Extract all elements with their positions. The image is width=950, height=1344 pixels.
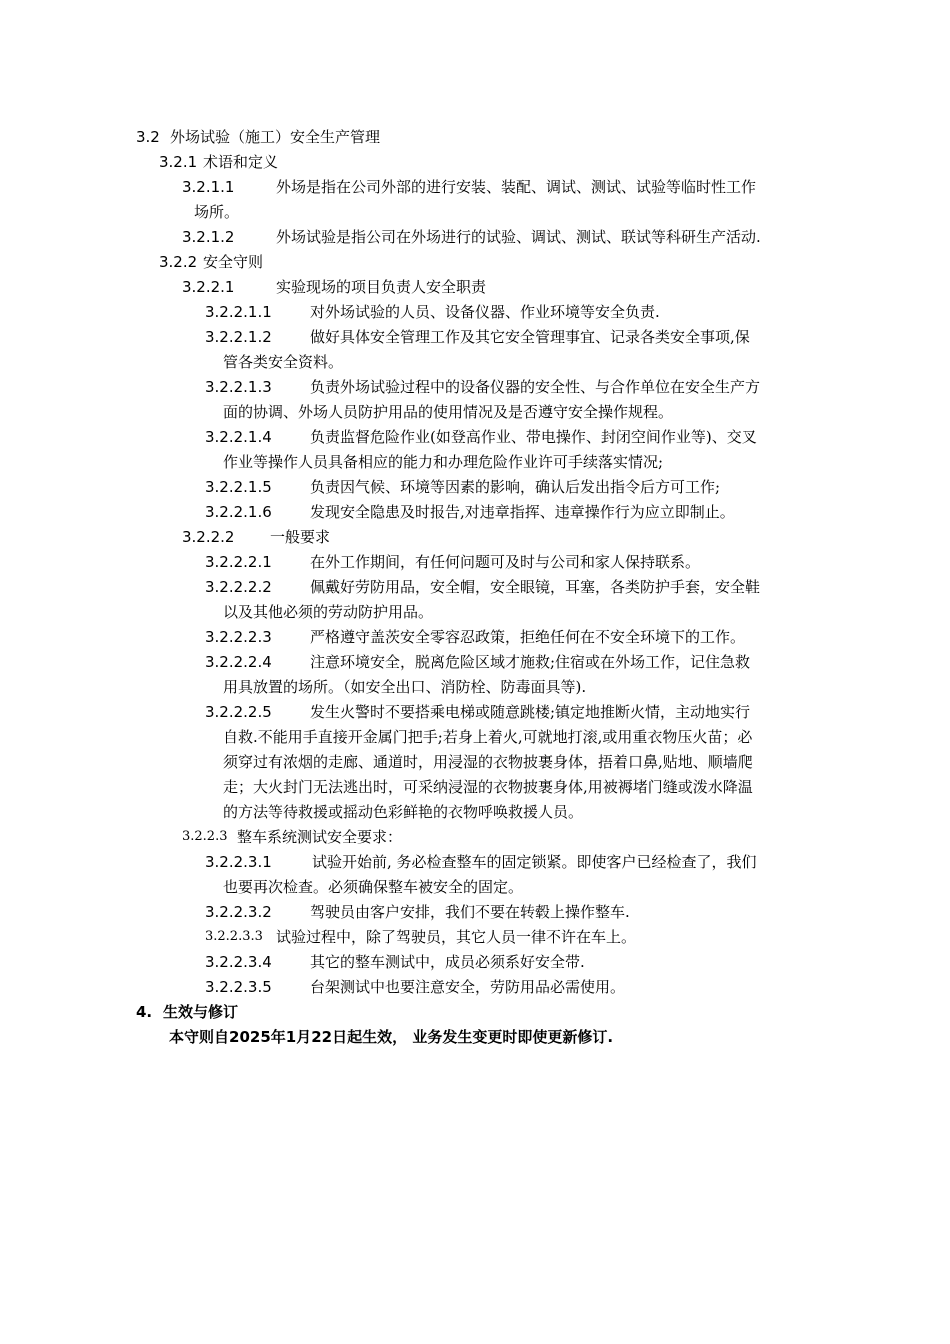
item-3-2-2-1-3-line2: 面的协调、外场人员防护用品的使用情况及是否遵守安全操作规程。	[223, 403, 674, 421]
item-3-2-2-3-5-number: 3.2.2.3.5	[205, 978, 272, 996]
item-3-2-2-1-5-number: 3.2.2.1.5	[205, 478, 272, 496]
item-3-2-2-3-1-number: 3.2.2.3.1	[205, 853, 272, 871]
item-3-2-2-3-title: 整车系统测试安全要求：	[237, 828, 403, 846]
item-3-2-2-2-2-line1: 佩戴好劳防用品，安全帽，安全眼镜，耳塞，各类防护手套，安全鞋	[310, 578, 761, 596]
item-3-2-2-1-2-line1: 做好具体安全管理工作及其它安全管理事宜、记录各类安全事项,保	[310, 328, 750, 346]
section-3-2-1-title: 术语和定义	[203, 153, 279, 171]
item-3-2-2-2-5-line4: 走；大火封门无法逃出时，可采纳浸湿的衣物披裹身体,用被褥堵门缝或泼水降温	[223, 778, 753, 796]
item-3-2-1-2-number: 3.2.1.2	[182, 228, 235, 246]
section-3-2-number: 3.2	[136, 128, 160, 146]
section-3-2-2-title: 安全守则	[203, 253, 264, 271]
effective-text-1: 本守则自	[169, 1028, 230, 1046]
item-3-2-2-2-5-line1: 发生火警时不要搭乘电梯或随意跳楼;镇定地推断火情，主动地实行	[310, 703, 751, 721]
effective-text-3: 月	[296, 1028, 312, 1046]
item-3-2-2-1-title: 实验现场的项目负责人安全职责	[276, 278, 487, 296]
item-3-2-2-1-4-number: 3.2.2.1.4	[205, 428, 272, 446]
item-3-2-2-3-number: 3.2.2.3	[182, 829, 228, 844]
effective-year: 2025	[229, 1028, 271, 1046]
section-3-2-1-number: 3.2.1	[159, 153, 198, 171]
item-3-2-2-2-number: 3.2.2.2	[182, 528, 235, 546]
section-4-number: 4.	[136, 1003, 153, 1021]
effective-month: 1	[285, 1028, 297, 1046]
item-3-2-2-1-1-line1: 对外场试验的人员、设备仪器、作业环境等安全负责.	[310, 303, 660, 321]
item-3-2-2-3-4-number: 3.2.2.3.4	[205, 953, 272, 971]
item-3-2-2-3-3-line1: 试验过程中，除了驾驶员，其它人员一律不许在车上。	[276, 928, 637, 946]
item-3-2-2-1-2-line2: 管各类安全资料。	[223, 353, 344, 371]
item-3-2-2-2-3-number: 3.2.2.2.3	[205, 628, 272, 646]
item-3-2-2-2-5-line5: 的方法等待救援或摇动色彩鲜艳的衣物呼唤救援人员。	[223, 803, 584, 821]
item-3-2-2-3-4-line1: 其它的整车测试中，成员必须系好安全带.	[310, 953, 585, 971]
item-3-2-1-1-number: 3.2.1.1	[182, 178, 235, 196]
item-3-2-2-2-5-line2: 自救.不能用手直接开金属门把手;若身上着火,可就地打滚,或用重衣物压火苗；必	[223, 728, 753, 746]
item-3-2-2-2-5-line3: 须穿过有浓烟的走廊、通道时，用浸湿的衣物披裹身体，捂着口鼻,贴地、顺墙爬	[223, 753, 753, 771]
item-3-2-1-2-line1: 外场试验是指公司在外场进行的试验、调试、测试、联试等科研生产活动.	[276, 228, 761, 246]
item-3-2-2-3-5-line1: 台架测试中也要注意安全，劳防用品必需使用。	[310, 978, 626, 996]
item-3-2-2-1-6-line1: 发现安全隐患及时报告,对违章指挥、违章操作行为应立即制止。	[310, 503, 735, 521]
item-3-2-2-3-1-line2: 也要再次检查。必须确保整车被安全的固定。	[223, 878, 524, 896]
item-3-2-2-1-4-line1: 负责监督危险作业(如登高作业、带电操作、封闭空间作业等)、交叉	[310, 428, 757, 446]
item-3-2-2-3-1-line1: 试验开始前, 务必检查整车的固定锁紧。即使客户已经检查了，我们	[312, 853, 757, 871]
item-3-2-2-2-4-line2: 用具放置的场所。（如安全出口、消防栓、防毒面具等).	[223, 678, 587, 696]
effective-text-4: 日起生效， 业务发生变更时即使更新修订.	[332, 1028, 614, 1046]
item-3-2-1-1-line1: 外场是指在公司外部的进行安装、装配、调试、测试、试验等临时性工作	[276, 178, 757, 196]
effective-text-2: 年	[270, 1028, 286, 1046]
item-3-2-1-1-line2: 场所。	[194, 203, 240, 221]
effective-statement	[169, 1027, 613, 1047]
item-3-2-2-1-3-line1: 负责外场试验过程中的设备仪器的安全性、与合作单位在安全生产方	[310, 378, 761, 396]
item-3-2-2-3-2-number: 3.2.2.3.2	[205, 903, 272, 921]
item-3-2-2-1-5-line1: 负责因气候、环境等因素的影响，确认后发出指令后方可工作;	[310, 478, 721, 496]
item-3-2-2-3-3-number: 3.2.2.3.3	[205, 929, 263, 944]
item-3-2-2-2-title: 一般要求	[270, 528, 331, 546]
section-3-2-title: 外场试验（施工）安全生产管理	[170, 128, 381, 146]
section-3-2-2-number: 3.2.2	[159, 253, 198, 271]
effective-day: 22	[311, 1028, 333, 1046]
item-3-2-2-1-number: 3.2.2.1	[182, 278, 235, 296]
section-4-title: 生效与修订	[163, 1003, 239, 1021]
item-3-2-2-1-4-line2: 作业等操作人员具备相应的能力和办理危险作业许可手续落实情况;	[223, 453, 664, 471]
item-3-2-2-2-3-line1: 严格遵守盖茨安全零容忍政策，拒绝任何在不安全环境下的工作。	[310, 628, 746, 646]
item-3-2-2-2-2-line2: 以及其他必须的劳动防护用品。	[223, 603, 434, 621]
item-3-2-2-2-4-number: 3.2.2.2.4	[205, 653, 272, 671]
item-3-2-2-2-4-line1: 注意环境安全，脱离危险区域才施救;住宿或在外场工作，记住急救	[310, 653, 751, 671]
item-3-2-2-2-5-number: 3.2.2.2.5	[205, 703, 272, 721]
item-3-2-2-1-6-number: 3.2.2.1.6	[205, 503, 272, 521]
item-3-2-2-2-2-number: 3.2.2.2.2	[205, 578, 272, 596]
item-3-2-2-1-1-number: 3.2.2.1.1	[205, 303, 272, 321]
item-3-2-2-2-1-number: 3.2.2.2.1	[205, 553, 272, 571]
item-3-2-2-3-2-line1: 驾驶员由客户安排，我们不要在转毂上操作整车.	[310, 903, 630, 921]
item-3-2-2-2-1-line1: 在外工作期间，有任何问题可及时与公司和家人保持联系。	[310, 553, 701, 571]
item-3-2-2-1-3-number: 3.2.2.1.3	[205, 378, 272, 396]
item-3-2-2-1-2-number: 3.2.2.1.2	[205, 328, 272, 346]
